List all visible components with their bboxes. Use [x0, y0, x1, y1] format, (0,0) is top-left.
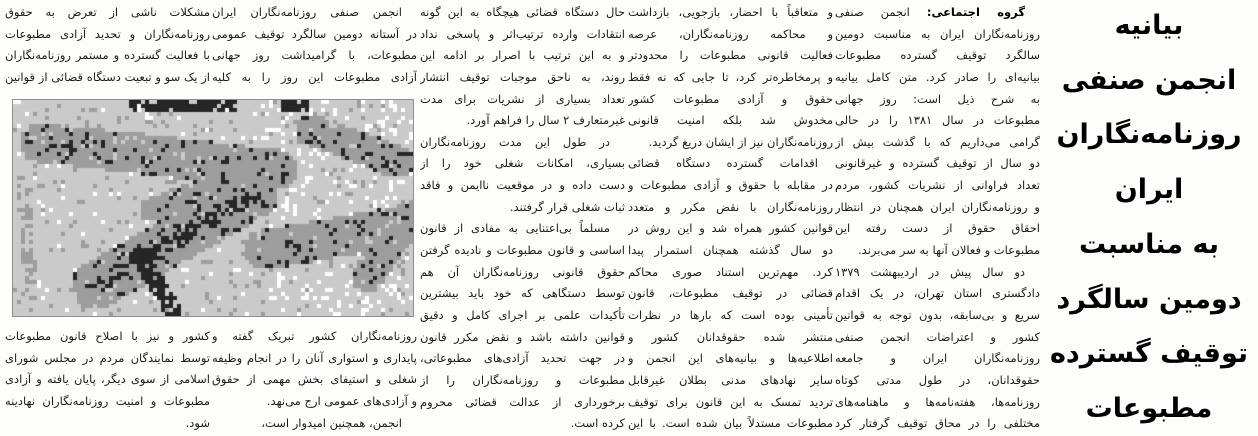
text-line: قضائی در توقیف مطبوعات، قانون [628, 286, 833, 301]
headline-line: توقیف گسترده [1049, 338, 1249, 370]
text-line: گرامی می‌داریم که با گذشت بیش از [835, 134, 1040, 149]
headline-line: روزنامه‌نگاران [1056, 119, 1242, 151]
headline-line: دومین سالگرد [1056, 283, 1242, 315]
headline-line: ایران [1114, 174, 1184, 206]
text-line: قوانین کشور همراه شد و این روش در [628, 221, 833, 236]
text-line: روزنامه‌نگاران و تحدید آزادی مطبوعات [5, 26, 210, 41]
text-line: شود. [185, 415, 210, 430]
text-line: دو سال گذشته همچنان استمرار پیدا [628, 243, 833, 258]
text-line: آزادی مطبوعات این روز را به کلیه [212, 69, 417, 84]
headline-line: بیانیه [1114, 10, 1184, 41]
text-line: تأمینی بوده است که بارها در نظرات [628, 307, 833, 322]
text-line: روزنامه‌نگاران ایران و جامعه [835, 351, 1040, 366]
text-line: مطبوعات و فعالان آنها به سر می‌برند. [858, 243, 1040, 258]
text-line: کشور و اعتراضات انجمن صنفی [835, 329, 1040, 344]
text-line: برخورداری از عدالت قضائی محروم [420, 394, 625, 409]
text-line: مشکلات ناشی از تعرض به حقوق [5, 5, 210, 19]
text-line: انجمن صنفی روزنامه‌نگاران ایران [212, 5, 402, 19]
text-line: مطبوعات در سال ۱۳۸۱ را در حالی [835, 113, 1040, 128]
halftone-photo-canvas [13, 100, 413, 316]
text-line: تعداد بسیاری از نشریات برای مدت [420, 91, 625, 106]
text-line: مطبوعات و روزنامه‌نگاران را از [420, 372, 625, 387]
text-line: روند، به ناحق موجبات توقیف انتشار [420, 69, 625, 84]
section-label: گروه اجتماعی: [926, 5, 1026, 19]
body-column-4-below-photo [212, 326, 417, 434]
text-line: دو سال از توقیف گسترده و غیرقانونی [835, 156, 1040, 171]
text-line: حال دستگاه قضائی هیچگاه به این گونه [420, 5, 625, 19]
text-line: و متعاقباً با احضار، بازجویی، بازداشت [628, 5, 833, 19]
text-line: احقاق حقوق از دست رفته این [835, 221, 1040, 236]
body-column-1 [835, 2, 1040, 435]
text-line: در طول این مدت روزنامه‌نگاران [420, 134, 610, 149]
text-line: دست داده و در موقعیت ناایمن و فاقد [420, 178, 625, 193]
text-line: کرد. مهم‌ترین استناد صوری محاکم [628, 264, 833, 279]
text-line: سالگرد توقیف گسترده مطبوعات [835, 48, 1040, 63]
text-line: مطبوعات و امنیت روزنامه‌نگاران نهادینه [5, 393, 210, 408]
text-line: دادگستری استان تهران، در یک اقدام [835, 286, 1040, 301]
text-line: و به این ترتیب با اصرار بر ادامه این [420, 48, 625, 63]
text-line: غیرمتعارف ۲ سال را فراهم آورد. [466, 113, 625, 128]
text-line: سایر نهادهای مدنی بطلان غیرقابل [628, 372, 833, 387]
text-line: قوانین داشته باشد و نقض مکرر قانون [420, 329, 625, 344]
text-line: روزنامه‌نگاران ایران به مناسبت دومین [835, 26, 1040, 41]
text-line: ثبات شغلی قرار گرفتند. [509, 199, 625, 214]
text-line: و پرمخاطره‌تر کرد، تا جایی که نه فقط [628, 69, 833, 84]
text-line: مطبوعات، با گرامیداشت روز جهانی [212, 48, 417, 63]
text-line: با فعالیت گسترده و مستمر روزنامه‌نگاران [5, 48, 210, 63]
text-line: روزنامه‌ها، هفته‌نامه‌ها و ماهنامه‌های [835, 394, 1040, 409]
text-line: حقوق قانونی روزنامه‌نگاران آن هم [420, 264, 625, 279]
text-line: منتشر شده حقوقدانان کشور و [628, 329, 833, 344]
text-line: مطبوعات مستدلاً بیان شده است. با این [628, 416, 833, 431]
text-line: گروه اجتماعی: انجمن صنفی [835, 5, 1026, 19]
body-column-3 [420, 2, 625, 435]
text-line: بسیاری، امکانات شغلی خود را از [420, 156, 625, 171]
body-column-5-below-photo [5, 326, 210, 434]
text-line: مختلفی را در محاق توقیف گرفتار کرد [835, 416, 1040, 431]
body-column-5-above-photo [5, 2, 210, 89]
text-line: پایداری و استواری آنان را در انجام وظیفه [212, 350, 417, 365]
scattered-newspapers-photo [12, 99, 414, 317]
article-headline [1042, 0, 1256, 436]
text-line: تأکیدات علمی بر اجرای کامل و دقیق [420, 307, 625, 322]
text-line: و محاکمه روزنامه‌نگاران، عرصه [628, 26, 833, 41]
text-line: اطلاعیه‌ها و بیانیه‌های این انجمن و [628, 351, 833, 366]
text-line: کرده است. [570, 416, 625, 431]
text-line: مخدوش شد بلکه امنیت قانونی [628, 113, 833, 128]
text-line: اساسی و قانون مطبوعات و نادیده گرفتن [420, 243, 625, 258]
text-line: و روزنامه‌نگاران ایران همچنان در انتظار [835, 199, 1040, 214]
text-line: شغلی و استیفای بخش مهمی از حقوق [212, 372, 417, 387]
text-line: روزنامه‌نگاران با نقض مکرر و متعدد [628, 199, 833, 214]
text-line: مسلماً بی‌اعتنایی به مفادی از قانون [420, 221, 610, 236]
text-line: کشور و نیز با اصلاح قانون مطبوعات [5, 329, 210, 343]
text-line: انجمن، همچنین امیدوار است، [261, 415, 402, 430]
text-line: حقوق و آزادی مطبوعات کشور [628, 91, 833, 106]
text-line: در مقابله با حقوق و آزادی مطبوعات و [628, 178, 833, 193]
text-line: به شرح ذیل است: روز جهانی [835, 91, 1040, 106]
text-line: در جهت تحدید آزادی‌های مطبوعاتی، [420, 351, 625, 366]
text-line: تعداد فراوانی از نشریات کشور، مردم [835, 178, 1040, 193]
body-column-4-above-photo [212, 2, 417, 89]
text-line: اسلامی از سوی دیگر، پایان یافته و آزادی [5, 372, 210, 387]
text-line: فعالیت قانونی مطبوعات را محدودتر [628, 48, 833, 63]
text-line: بیانیه‌ای را صادر کرد. متن کامل بیانیه [835, 69, 1040, 84]
body-column-2 [628, 2, 833, 435]
text-line: از یک سو و تبعیت دستگاه قضائی از قوانین [5, 69, 210, 84]
headline-line: مطبوعات [1085, 392, 1213, 424]
headline-line: به مناسبت [1079, 228, 1219, 260]
text-line: اقدامات گسترده دستگاه قضائی [628, 156, 818, 171]
text-line: و آزادی‌های عمومی ارج می‌نهد. [266, 393, 417, 408]
text-line: روزنامه‌نگاران کشور تبریک گفته و [212, 329, 417, 343]
text-line: روزنامه‌نگاران نیز از ایشان دریغ گردید. [648, 134, 833, 149]
text-line: توسط نمایندگان مردم در مجلس شورای [5, 350, 210, 365]
text-line: حقوقدانان، در طول مدتی کوتاه [835, 372, 1040, 387]
text-line: تردید تمسک به این قانون برای توقیف [628, 394, 833, 409]
text-line: در آستانه دومین سالگرد توقیف عمومی [212, 26, 417, 41]
text-line: سریع و بی‌سابقه، بدون توجه به قوانین [835, 307, 1040, 322]
text-line: توسط دستگاهی که خود باید بیشترین [420, 286, 625, 301]
text-line: انتقادات وارده ترتیب‌اثر و پاسخی نداد [420, 26, 625, 41]
headline-line: انجمن صنفی [1061, 64, 1237, 96]
text-line: دو سال پیش در اردیبهشت ۱۳۷۹ [835, 264, 1025, 279]
